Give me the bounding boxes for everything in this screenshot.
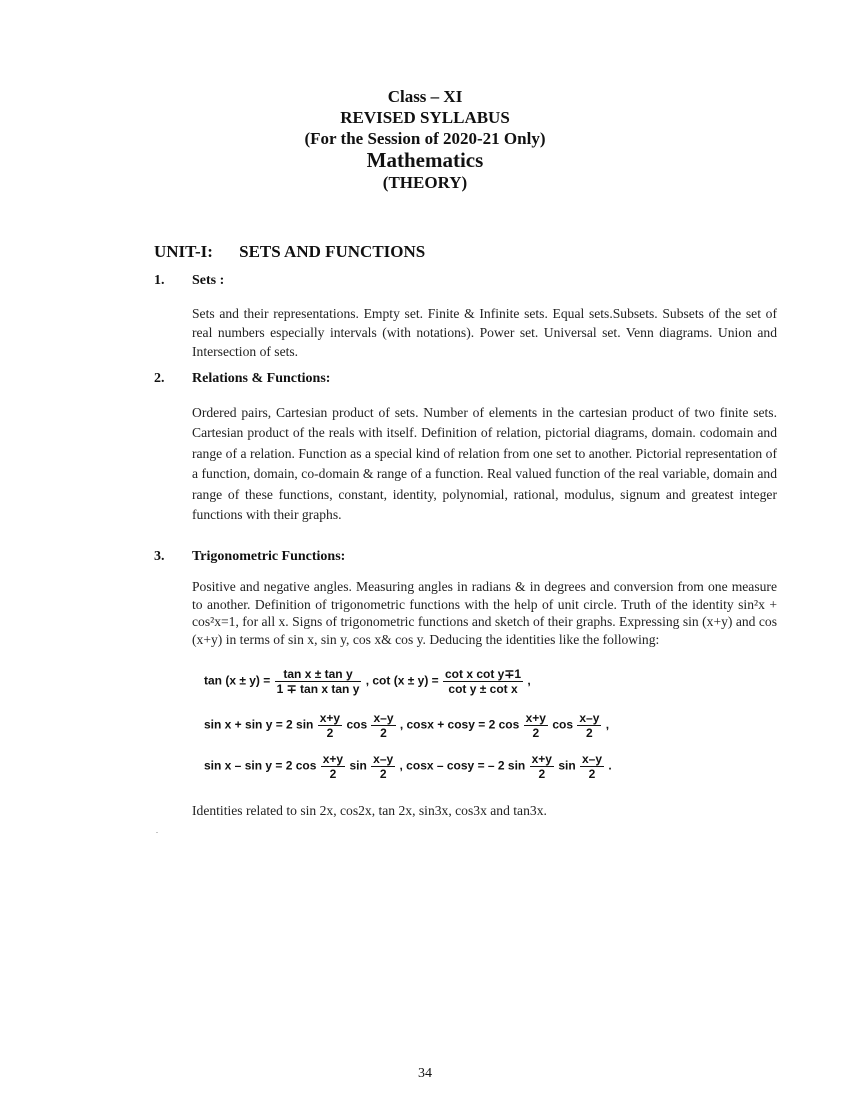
unit-heading (154, 242, 425, 262)
fraction (275, 667, 362, 696)
class-label: Class – XI (387, 87, 463, 106)
formula-text: . (608, 758, 612, 773)
page-number: 34 (418, 1066, 432, 1081)
numerator: x–y (373, 752, 394, 766)
formula-text: cos (346, 717, 368, 732)
fraction (577, 711, 601, 740)
theory-label: (THEORY) (382, 173, 468, 192)
denominator: 2 (329, 767, 337, 781)
formula-text: , (527, 673, 531, 688)
fraction (371, 711, 395, 740)
section-body-relations: Ordered pairs, Cartesian product of sets. Number of elements in the cartesian product of two finite sets. Cartesian product of the reals with itself. Definition of relation, pictorial diagrams, domain. codomain and range of a relation. Function as a special kind of relation from one set to another. Pictorial representation of a function, domain, co-domain & range of a function. Real valued function of the real variable, domain and range of these functions, constant, identity, polynomial, rational, modulus, signum and greatest integer functions with their graphs. (192, 405, 777, 523)
formula-sin-cos-diff (204, 752, 612, 781)
fraction (524, 711, 548, 740)
stray-mark: . (156, 826, 158, 835)
session-label: (For the Session of 2020-21 Only) (304, 129, 546, 148)
numerator: x+y (525, 711, 546, 725)
fraction (443, 667, 523, 696)
denominator: 2 (532, 726, 540, 740)
numerator: x+y (322, 752, 344, 766)
section-body-sets: Sets and their representations. Empty set. Finite & Infinite sets. Equal sets.Subsets. Subsets of the set of real numbers especially intervals (with notations). Power set. Universal set. Venn diagrams. Union and Intersection of sets. (192, 306, 777, 359)
formula-tan-cot (204, 667, 531, 696)
numerator: x–y (579, 711, 600, 725)
section-number: 2. (154, 371, 165, 386)
denominator: 2 (380, 726, 387, 740)
section-heading-trigonometric (154, 549, 345, 565)
formula-text: , cosx – cosy = – 2 sin (399, 758, 526, 773)
section-title: Sets : (192, 273, 225, 288)
numerator: x–y (373, 711, 394, 725)
formula-text: cos (552, 717, 573, 732)
formula-text: , cosx + cosy = 2 cos (399, 717, 520, 732)
section-title: Trigonometric Functions: (192, 549, 346, 564)
fraction (318, 711, 342, 740)
numerator: x+y (531, 752, 552, 766)
page-header (0, 86, 850, 193)
formula-text: sin x – sin y = 2 cos (204, 758, 317, 773)
numerator: x–y (582, 752, 603, 766)
section-heading-sets (154, 273, 224, 289)
denominator: 1 ∓ tan x tan y (276, 682, 360, 696)
section-title: Relations & Functions: (192, 371, 331, 386)
formula-text: , (605, 717, 610, 732)
unit-label: UNIT-I: (154, 242, 213, 261)
syllabus-label: REVISED SYLLABUS (340, 108, 510, 127)
fraction (321, 752, 345, 781)
unit-title: SETS AND FUNCTIONS (239, 242, 426, 261)
section-number: 3. (154, 549, 165, 564)
numerator: cot x cot y∓1 (445, 667, 522, 681)
fraction (530, 752, 554, 781)
numerator: x+y (319, 711, 341, 725)
subject-title: Mathematics (366, 148, 484, 172)
formula-text: , cot (x ± y) = (365, 673, 439, 688)
fraction (580, 752, 604, 781)
section-number: 1. (154, 273, 165, 288)
formula-text: sin x + sin y = 2 sin (204, 717, 314, 732)
denominator: 2 (326, 726, 334, 740)
denominator: cot y ± cot x (448, 682, 518, 696)
formula-text: sin (349, 758, 367, 773)
formula-text: sin (558, 758, 576, 773)
denominator: 2 (538, 767, 546, 781)
denominator: 2 (379, 767, 387, 781)
section-body-trigonometric: Positive and negative angles. Measuring angles in radians & in degrees and conversion from one measure to another. Definition of trigonometric functions with the help of unit circle. Truth of the identity sin²x + cos²x=1, for all x. Signs of trigonometric functions and sketch of their graphs. Expressing sin (x+y) and cos (x+y) in terms of sin x, sin y, cos x& cos y. Deducing the identities like the following: (192, 579, 777, 647)
formula-text: tan (x ± y) = (204, 673, 271, 688)
section-heading-relations (154, 371, 330, 387)
denominator: 2 (586, 726, 593, 740)
denominator: 2 (588, 767, 596, 781)
formula-sin-cos-sum (204, 711, 609, 740)
fraction (371, 752, 395, 781)
section-footer-identities: Identities related to sin 2x, cos2x, tan 2x, sin3x, cos3x and tan3x. (192, 803, 547, 818)
numerator: tan x ± tan y (275, 667, 362, 682)
